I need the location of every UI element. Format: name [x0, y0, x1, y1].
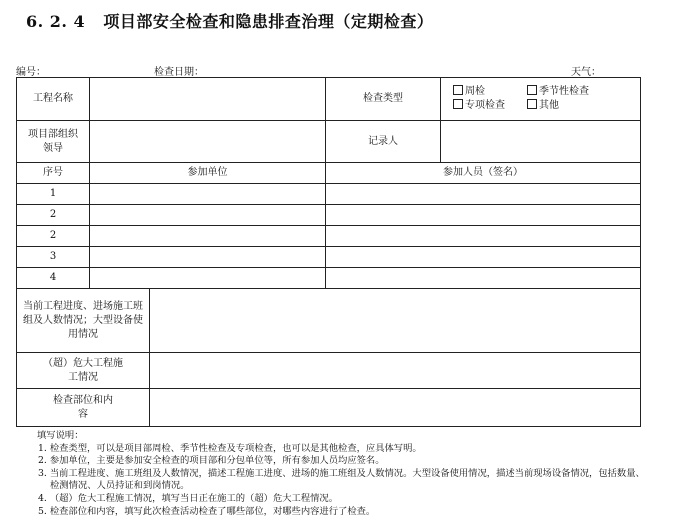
option-special[interactable]: 专项检查 — [453, 99, 527, 113]
project-name-field[interactable] — [90, 78, 326, 121]
table-row — [17, 226, 641, 247]
option-seasonal[interactable]: 季节性检查 — [527, 85, 601, 99]
row-seq: 2 — [17, 205, 90, 226]
unit-field[interactable] — [90, 184, 326, 205]
inspection-form — [16, 77, 641, 427]
instruction-item: 1. 检查类型，可以是项目部周检、季节性检查及专项检查，也可以是其他检查，应具体写明。 — [38, 442, 422, 454]
col-seq: 序号 — [17, 163, 90, 184]
table-row — [17, 268, 641, 289]
option-other[interactable]: 其他 — [527, 99, 601, 113]
instructions-title: 填写说明： — [37, 430, 84, 441]
people-field[interactable] — [326, 247, 641, 268]
col-people: 参加人员（签名） — [326, 163, 641, 184]
table-row — [17, 247, 641, 268]
project-name-label: 工程名称 — [17, 78, 90, 121]
table-row — [17, 205, 641, 226]
checkbox-icon — [527, 85, 537, 95]
people-field[interactable] — [326, 268, 641, 289]
hazard-field[interactable] — [150, 353, 641, 389]
unit-field[interactable] — [90, 247, 326, 268]
instruction-item: 5. 检查部位和内容，填写此次检查活动检查了哪些部位，对哪些内容进行了检查。 — [38, 505, 376, 517]
recorder-field[interactable] — [441, 121, 641, 163]
instructions — [38, 430, 650, 518]
row-seq: 2 — [17, 226, 90, 247]
people-field[interactable] — [326, 184, 641, 205]
checkbox-icon — [453, 99, 463, 109]
checkbox-icon — [453, 85, 463, 95]
title-text: 项目部安全检查和隐患排查治理（定期检查） — [103, 12, 434, 31]
hazard-label: （超）危大工程施工情况 — [17, 353, 150, 389]
check-type-options — [441, 78, 641, 121]
unit-field[interactable] — [90, 205, 326, 226]
parts-label: 检查部位和内容 — [17, 389, 150, 427]
parts-field[interactable] — [150, 389, 641, 427]
instruction-item: 4. （超）危大工程施工情况，填写当日正在施工的（超）危大工程情况。 — [38, 492, 339, 504]
row-seq: 4 — [17, 268, 90, 289]
option-weekly[interactable]: 周检 — [453, 85, 527, 99]
row-seq: 3 — [17, 247, 90, 268]
checkbox-icon — [527, 99, 537, 109]
check-date-label: 检查日期： — [154, 67, 204, 78]
instruction-item: 2. 参加单位，主要是参加安全检查的项目部和分包单位等，所有参加人员均应签名。 — [38, 455, 385, 467]
recorder-label: 记录人 — [326, 121, 441, 163]
table-row — [17, 184, 641, 205]
progress-label: 当前工程进度、进场施工班组及人数情况；大型设备使用情况 — [17, 289, 150, 353]
people-field[interactable] — [326, 205, 641, 226]
col-unit: 参加单位 — [90, 163, 326, 184]
leader-label: 项目部组织领导 — [17, 121, 90, 163]
check-type-label: 检查类型 — [326, 78, 441, 121]
weather-label: 天气： — [571, 67, 601, 78]
instruction-item: 3. 当前工程进度、施工班组及人数情况，描述工程施工进度、进场的施工班组及人数情况。大型设备使用情况，描述当前现场设备情况，包括数量、检测情况、人员持证和到岗情况。 — [38, 467, 645, 492]
unit-field[interactable] — [90, 268, 326, 289]
leader-field[interactable] — [90, 121, 326, 163]
section-number: 6. 2. 4 — [26, 12, 86, 31]
page-title — [26, 9, 433, 32]
people-field[interactable] — [326, 226, 641, 247]
unit-field[interactable] — [90, 226, 326, 247]
progress-field[interactable] — [150, 289, 641, 353]
serial-label: 编号： — [16, 67, 46, 78]
row-seq: 1 — [17, 184, 90, 205]
